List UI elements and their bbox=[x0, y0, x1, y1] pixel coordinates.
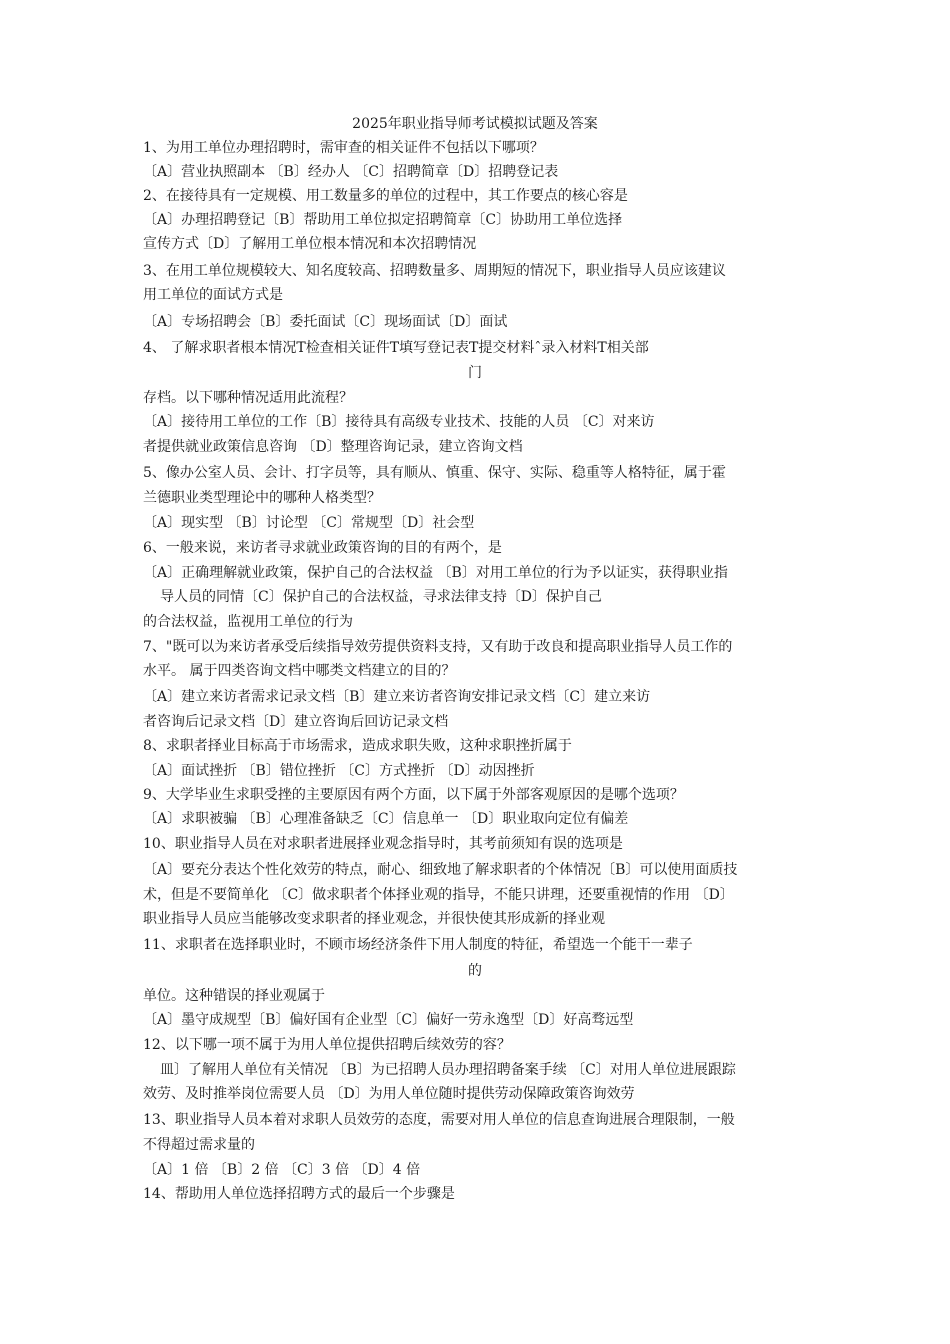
question-12: 12、以下哪一项不属于为用人单位提供招聘后续效劳的容？ bbox=[143, 1037, 511, 1053]
question-4-cont: 存档。以下哪种情况适用此流程？ bbox=[143, 390, 353, 406]
document-title: 2025年职业指导师考试模拟试题及答案 bbox=[352, 116, 598, 132]
question-13: 13、职业指导人员本着对求职人员效劳的态度，需要对用人单位的信息查询进展合理限制，一般 bbox=[143, 1112, 735, 1128]
question-11-wrap: 的 bbox=[468, 963, 482, 979]
question-7: 7、"既可以为来访者承受后续指导效劳提供资料支持，又有助于改良和提高职业指导人员工作的 bbox=[143, 639, 733, 655]
question-1-options: 〔A〕营业执照副本 〔B〕经办人 〔C〕招聘简章〔D〕招聘登记表 bbox=[143, 164, 559, 180]
question-11-options: 〔A〕墨守成规型〔B〕偏好国有企业型〔C〕偏好一劳永逸型〔D〕好高骛远型 bbox=[143, 1012, 634, 1028]
question-2-options: 〔A〕办理招聘登记〔B〕帮助用工单位拟定招聘简章〔C〕协助用工单位选择 bbox=[143, 212, 623, 228]
question-2: 2、在接待具有一定规模、用工数量多的单位的过程中，其工作要点的核心容是 bbox=[143, 188, 628, 204]
question-5: 5、像办公室人员、会计、打字员等，具有顺从、慎重、保守、实际、稳重等人格特征，属于霍 bbox=[143, 465, 726, 481]
question-7-options-cont: 者咨询后记录文档〔D〕建立咨询后回访记录文档 bbox=[143, 714, 449, 730]
question-13-options: 〔A〕1 倍 〔B〕2 倍 〔C〕3 倍 〔D〕4 倍 bbox=[143, 1162, 421, 1178]
question-7-cont: 水平。 属于四类咨询文档中哪类文档建立的目的？ bbox=[143, 663, 456, 679]
question-6-options-end: 的合法权益，监视用工单位的行为 bbox=[143, 614, 353, 630]
question-10: 10、职业指导人员在对求职者进展择业观念指导时，其考前须知有误的选项是 bbox=[143, 836, 623, 852]
question-1: 1、为用工单位办理招聘时，需审查的相关证件不包括以下哪项？ bbox=[143, 140, 544, 156]
question-3-cont: 用工单位的面试方式是 bbox=[143, 287, 283, 303]
question-2-options-cont: 宣传方式〔D〕了解用工单位根本情况和本次招聘情况 bbox=[143, 236, 477, 252]
question-10-options: 〔A〕要充分表达个性化效劳的特点，耐心、细致地了解求职者的个体情况〔B〕可以使用面质技 bbox=[143, 862, 738, 878]
question-12-options-cont: 效劳、及时推举岗位需要人员 〔D〕为用人单位随时提供劳动保障政策咨询效劳 bbox=[143, 1086, 635, 1102]
question-13-cont: 不得超过需求量的 bbox=[143, 1137, 255, 1153]
question-9: 9、大学毕业生求职受挫的主要原因有两个方面，以下属于外部客观原因的是哪个选项？ bbox=[143, 787, 684, 803]
question-11-cont: 单位。这种错误的择业观属于 bbox=[143, 988, 325, 1004]
question-4-options-cont: 者提供就业政策信息咨询 〔D〕整理咨询记录，建立咨询文档 bbox=[143, 439, 523, 455]
question-4-options: 〔A〕接待用工单位的工作〔B〕接待具有高级专业技术、技能的人员 〔C〕对来访 bbox=[143, 414, 655, 430]
question-5-cont: 兰德职业类型理论中的哪种人格类型？ bbox=[143, 490, 381, 506]
question-4-wrap: 门 bbox=[468, 365, 482, 381]
question-7-options: 〔A〕建立来访者需求记录文档〔B〕建立来访者咨询安排记录文档〔C〕建立来访 bbox=[143, 689, 651, 705]
question-4: 4、 了解求职者根本情况T检查相关证件T填写登记表T提交材料ˆ录入材料T相关部 bbox=[143, 340, 649, 356]
question-8-options: 〔A〕面试挫折 〔B〕错位挫折 〔C〕方式挫折 〔D〕动因挫折 bbox=[143, 763, 535, 779]
question-6-options-cont: 导人员的同情〔C〕保护自己的合法权益，寻求法律支持〔D〕保护自己 bbox=[160, 589, 602, 605]
question-5-options: 〔A〕现实型 〔B〕讨论型 〔C〕常规型〔D〕社会型 bbox=[143, 515, 475, 531]
question-8: 8、求职者择业目标高于市场需求，造成求职失败，这种求职挫折属于 bbox=[143, 738, 572, 754]
question-6-options: 〔A〕正确理解就业政策，保护自己的合法权益 〔B〕对用工单位的行为予以证实，获得职业指 bbox=[143, 565, 728, 581]
question-10-options-end: 职业指导人员应当能够改变求职者的择业观念，并很快使其形成新的择业观 bbox=[143, 911, 605, 927]
question-14: 14、帮助用人单位选择招聘方式的最后一个步骤是 bbox=[143, 1186, 455, 1202]
question-9-options: 〔A〕求职被骗 〔B〕心理准备缺乏〔C〕信息单一 〔D〕职业取向定位有偏差 bbox=[143, 811, 629, 827]
question-11: 11、求职者在选择职业时，不顾市场经济条件下用人制度的特征，希望选一个能干一辈子 bbox=[143, 937, 693, 953]
question-6: 6、一般来说，来访者寻求就业政策咨询的目的有两个，是 bbox=[143, 540, 502, 556]
question-3-options: 〔A〕专场招聘会〔B〕委托面试〔C〕现场面试〔D〕面试 bbox=[143, 314, 508, 330]
question-3: 3、在用工单位规模较大、知名度较高、招聘数量多、周期短的情况下，职业指导人员应该建议 bbox=[143, 263, 726, 279]
question-12-options: 皿〕了解用人单位有关情况 〔B〕为已招聘人员办理招聘备案手续 〔C〕对用人单位进展跟踪 bbox=[160, 1062, 736, 1078]
question-10-options-cont: 术，但是不要简单化 〔C〕做求职者个体择业观的指导，不能只讲理，还要重视情的作用 〔D〕 bbox=[143, 887, 734, 903]
